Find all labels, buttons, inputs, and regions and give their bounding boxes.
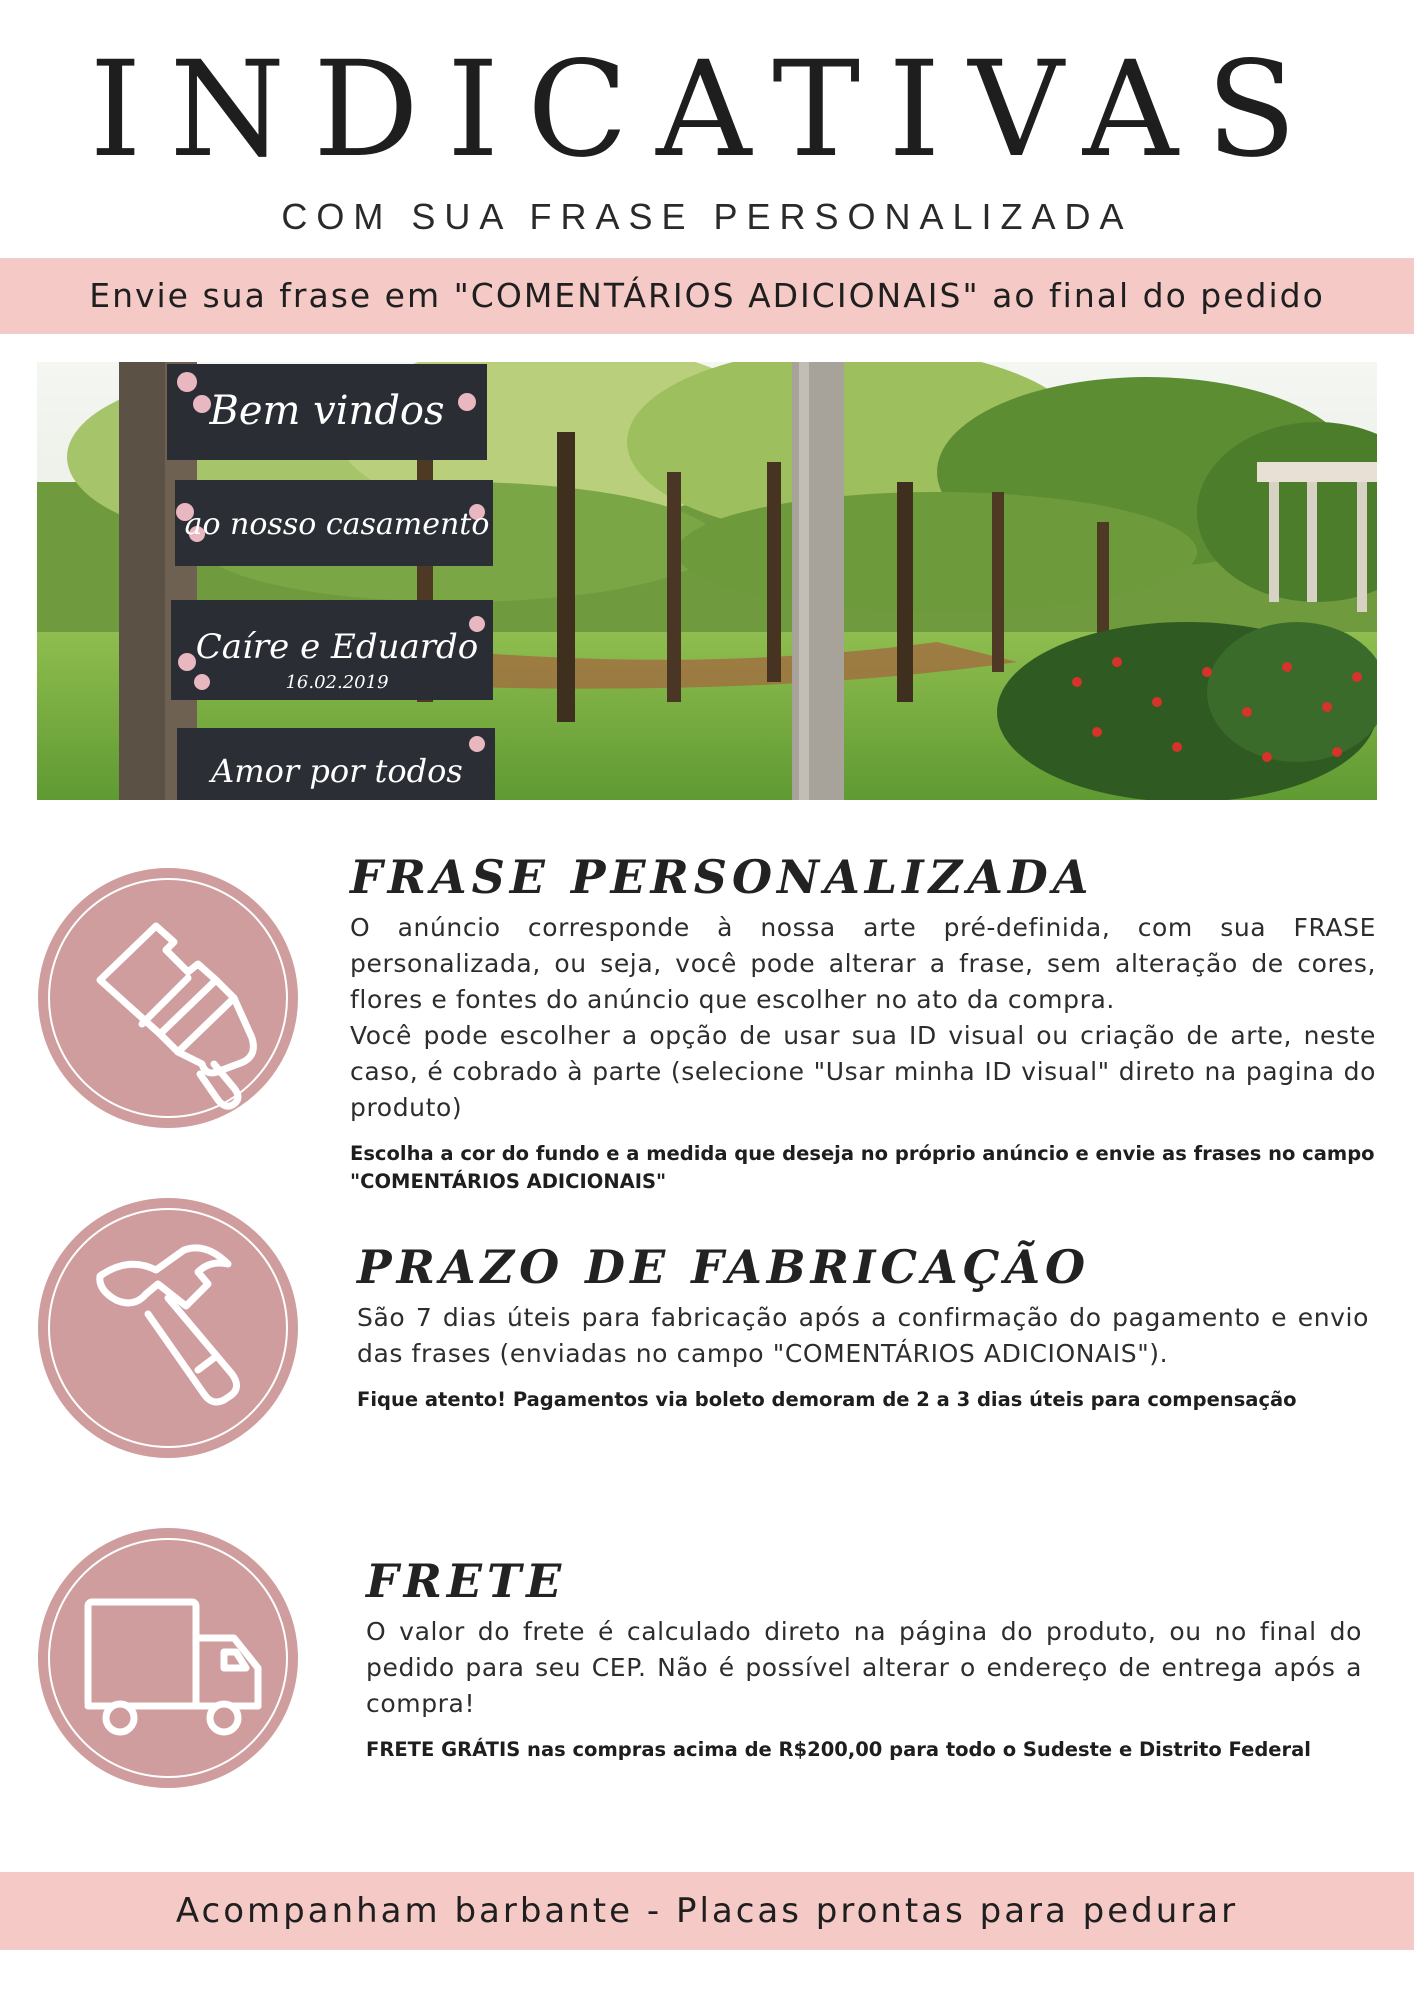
section-title: FRETE bbox=[366, 1554, 567, 1608]
delivery-truck-icon-circle bbox=[38, 1528, 298, 1788]
section-frete bbox=[366, 1554, 1362, 1764]
section-title: FRASE PERSONALIZADA bbox=[350, 850, 1094, 904]
section-body-extra: Você pode escolher a opção de usar sua ID visual ou criação de arte, neste caso, é cobrado à parte (selecione "Usar minha ID visual" direto na pagina do produto) bbox=[350, 1021, 1376, 1122]
page-title: INDICATIVAS bbox=[89, 33, 1325, 187]
wedding-signs-photo bbox=[37, 362, 1377, 800]
paintbrush-icon bbox=[38, 868, 298, 1128]
hammer-icon bbox=[38, 1198, 298, 1458]
section-body: O anúncio corresponde à nossa arte pré-definida, com sua FRASE personalizada, ou seja, você pode alterar a frase, sem alteração de cores, flores e fontes do anúncio que escolher no ato da compra. bbox=[350, 913, 1376, 1014]
section-frase bbox=[350, 850, 1376, 1196]
paintbrush-icon-circle bbox=[38, 868, 298, 1128]
section-prazo bbox=[357, 1240, 1369, 1414]
sign-text-4: Amor por todos bbox=[211, 752, 463, 790]
sign-text-2: ao nosso casamento bbox=[184, 507, 490, 542]
section-note: Fique atento! Pagamentos via boleto demoram de 2 a 3 dias úteis para compensação bbox=[357, 1388, 1297, 1411]
top-banner: Envie sua frase em "COMENTÁRIOS ADICIONAIS" ao final do pedido bbox=[0, 258, 1414, 334]
hammer-icon-circle bbox=[38, 1198, 298, 1458]
sign-text-1: Bem vindos bbox=[209, 388, 445, 434]
sign-text-3: Caíre e Eduardo bbox=[195, 627, 479, 667]
section-body: São 7 dias úteis para fabricação após a confirmação do pagamento e envio das frases (enviadas no campo "COMENTÁRIOS ADICIONAIS"). bbox=[357, 1303, 1369, 1368]
section-title: PRAZO DE FABRICAÇÃO bbox=[357, 1240, 1091, 1294]
sign-date: 16.02.2019 bbox=[285, 672, 389, 693]
bottom-banner: Acompanham barbante - Placas prontas para pedurar bbox=[0, 1872, 1414, 1950]
section-note: FRETE GRÁTIS nas compras acima de R$200,00 para todo o Sudeste e Distrito Federal bbox=[366, 1738, 1311, 1761]
page-subtitle: COM SUA FRASE PERSONALIZADA bbox=[281, 196, 1133, 237]
delivery-truck-icon bbox=[38, 1528, 298, 1788]
section-note: Escolha a cor do fundo e a medida que deseja no próprio anúncio e envie as frases no campo "COMENTÁRIOS ADICIONAIS" bbox=[350, 1142, 1375, 1193]
section-body: O valor do frete é calculado direto na página do produto, ou no final do pedido para seu CEP. Não é possível alterar o endereço de entrega após a compra! bbox=[366, 1617, 1362, 1718]
